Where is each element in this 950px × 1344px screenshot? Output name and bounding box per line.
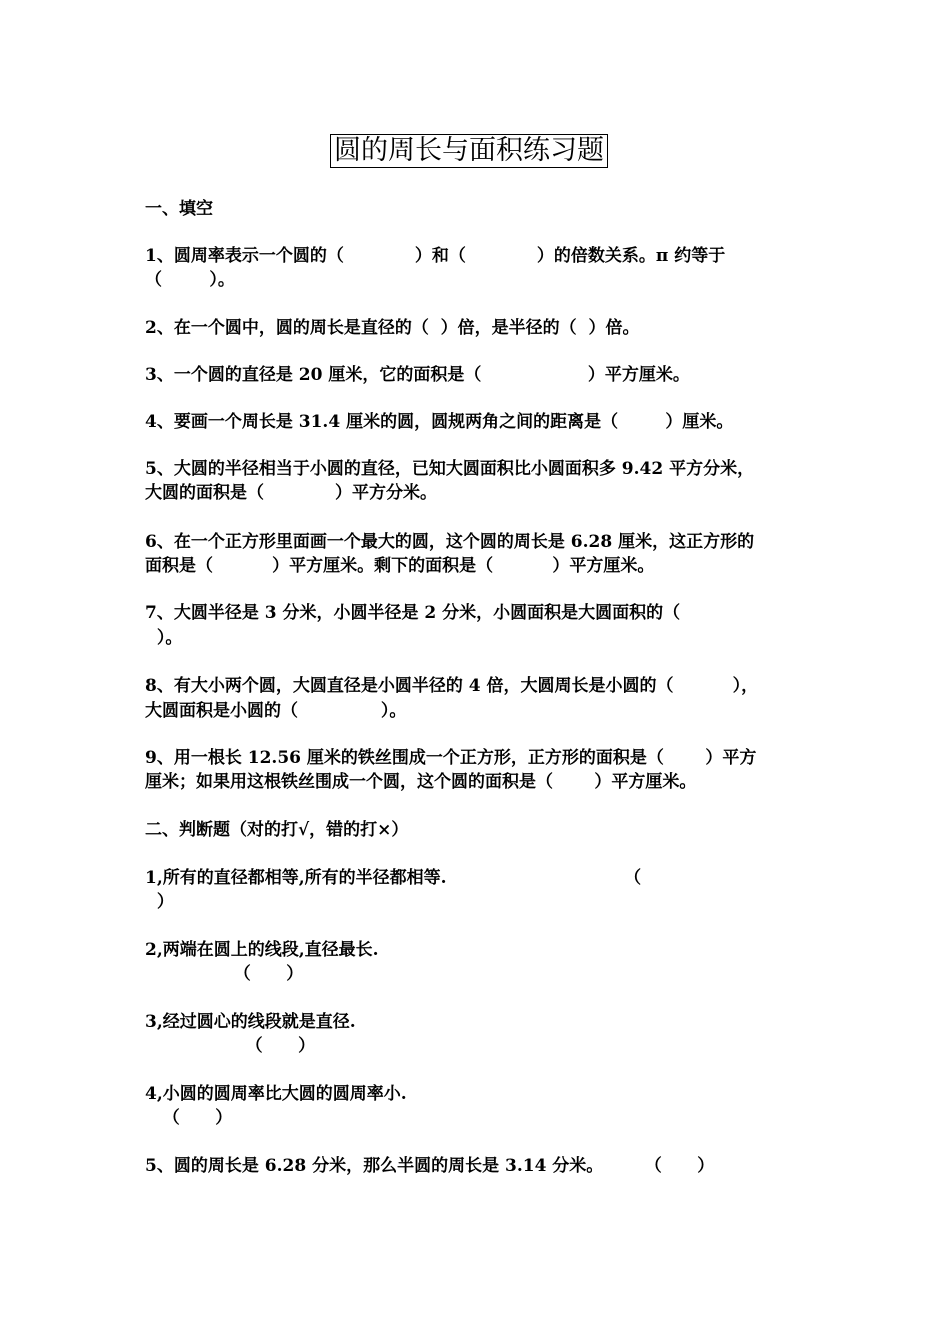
question-3-line-1: 3、一个圆的直径是 20 厘米，它的面积是（ ）平方厘米。 <box>145 365 690 385</box>
question-6-line-1: 6、在一个正方形里面画一个最大的圆，这个圆的周长是 6.28 厘米，这正方形的 <box>145 532 755 552</box>
judge-3-line-2: （ ） <box>145 1036 316 1056</box>
judge-4-line-1: 4,小圆的圆周率比大圆的圆周率小. <box>145 1084 407 1104</box>
question-8-line-1: 8、有大小两个圆，大圆直径是小圆半径的 4 倍，大圆周长是小圆的（ ）， <box>145 676 759 696</box>
section-heading-true-false: 二、判断题（对的打√，错的打×） <box>145 820 409 840</box>
judge-4-line-2: （ ） <box>145 1108 233 1128</box>
section-heading-fill-blank: 一、填空 <box>145 199 213 219</box>
question-7-line-2: ）。 <box>145 628 183 648</box>
judge-3-line-1: 3,经过圆心的线段就是直径. <box>145 1012 356 1032</box>
judge-2-line-2: （ ） <box>145 964 304 984</box>
judge-5-line-1: 5、圆的周长是 6.28 分米，那么半圆的周长是 3.14 分米。 （ ） <box>145 1156 715 1176</box>
question-7-line-1: 7、大圆半径是 3 分米，小圆半径是 2 分米，小圆面积是大圆面积的（ <box>145 603 681 623</box>
question-4-line-1: 4、要画一个周长是 31.4 厘米的圆，圆规两角之间的距离是（ ）厘米。 <box>145 412 734 432</box>
question-1-line-1: 1、圆周率表示一个圆的（ ）和（ ）的倍数关系。π 约等于 <box>145 246 726 266</box>
judge-1-line-2: ） <box>145 892 174 912</box>
question-5-line-2: 大圆的面积是（ ）平方分米。 <box>145 483 438 503</box>
judge-1-line-1: 1,所有的直径都相等,所有的半径都相等. （ <box>145 868 642 888</box>
question-1-line-2: （ ）。 <box>145 270 235 290</box>
question-8-line-2: 大圆面积是小圆的（ ）。 <box>145 701 407 721</box>
page-title: 圆的周长与面积练习题 <box>330 134 608 168</box>
question-9-line-2: 厘米；如果用这根铁丝围成一个圆，这个圆的面积是（ ）平方厘米。 <box>145 772 697 792</box>
question-5-line-1: 5、大圆的半径相当于小圆的直径，已知大圆面积比小圆面积多 9.42 平方分米， <box>145 459 755 479</box>
question-9-line-1: 9、用一根长 12.56 厘米的铁丝围成一个正方形，正方形的面积是（ ）平方 <box>145 748 757 768</box>
question-6-line-2: 面积是（ ）平方厘米。剩下的面积是（ ）平方厘米。 <box>145 556 655 576</box>
judge-2-line-1: 2,两端在圆上的线段,直径最长. <box>145 940 379 960</box>
question-2-line-1: 2、在一个圆中，圆的周长是直径的（ ）倍，是半径的（ ）倍。 <box>145 318 640 338</box>
